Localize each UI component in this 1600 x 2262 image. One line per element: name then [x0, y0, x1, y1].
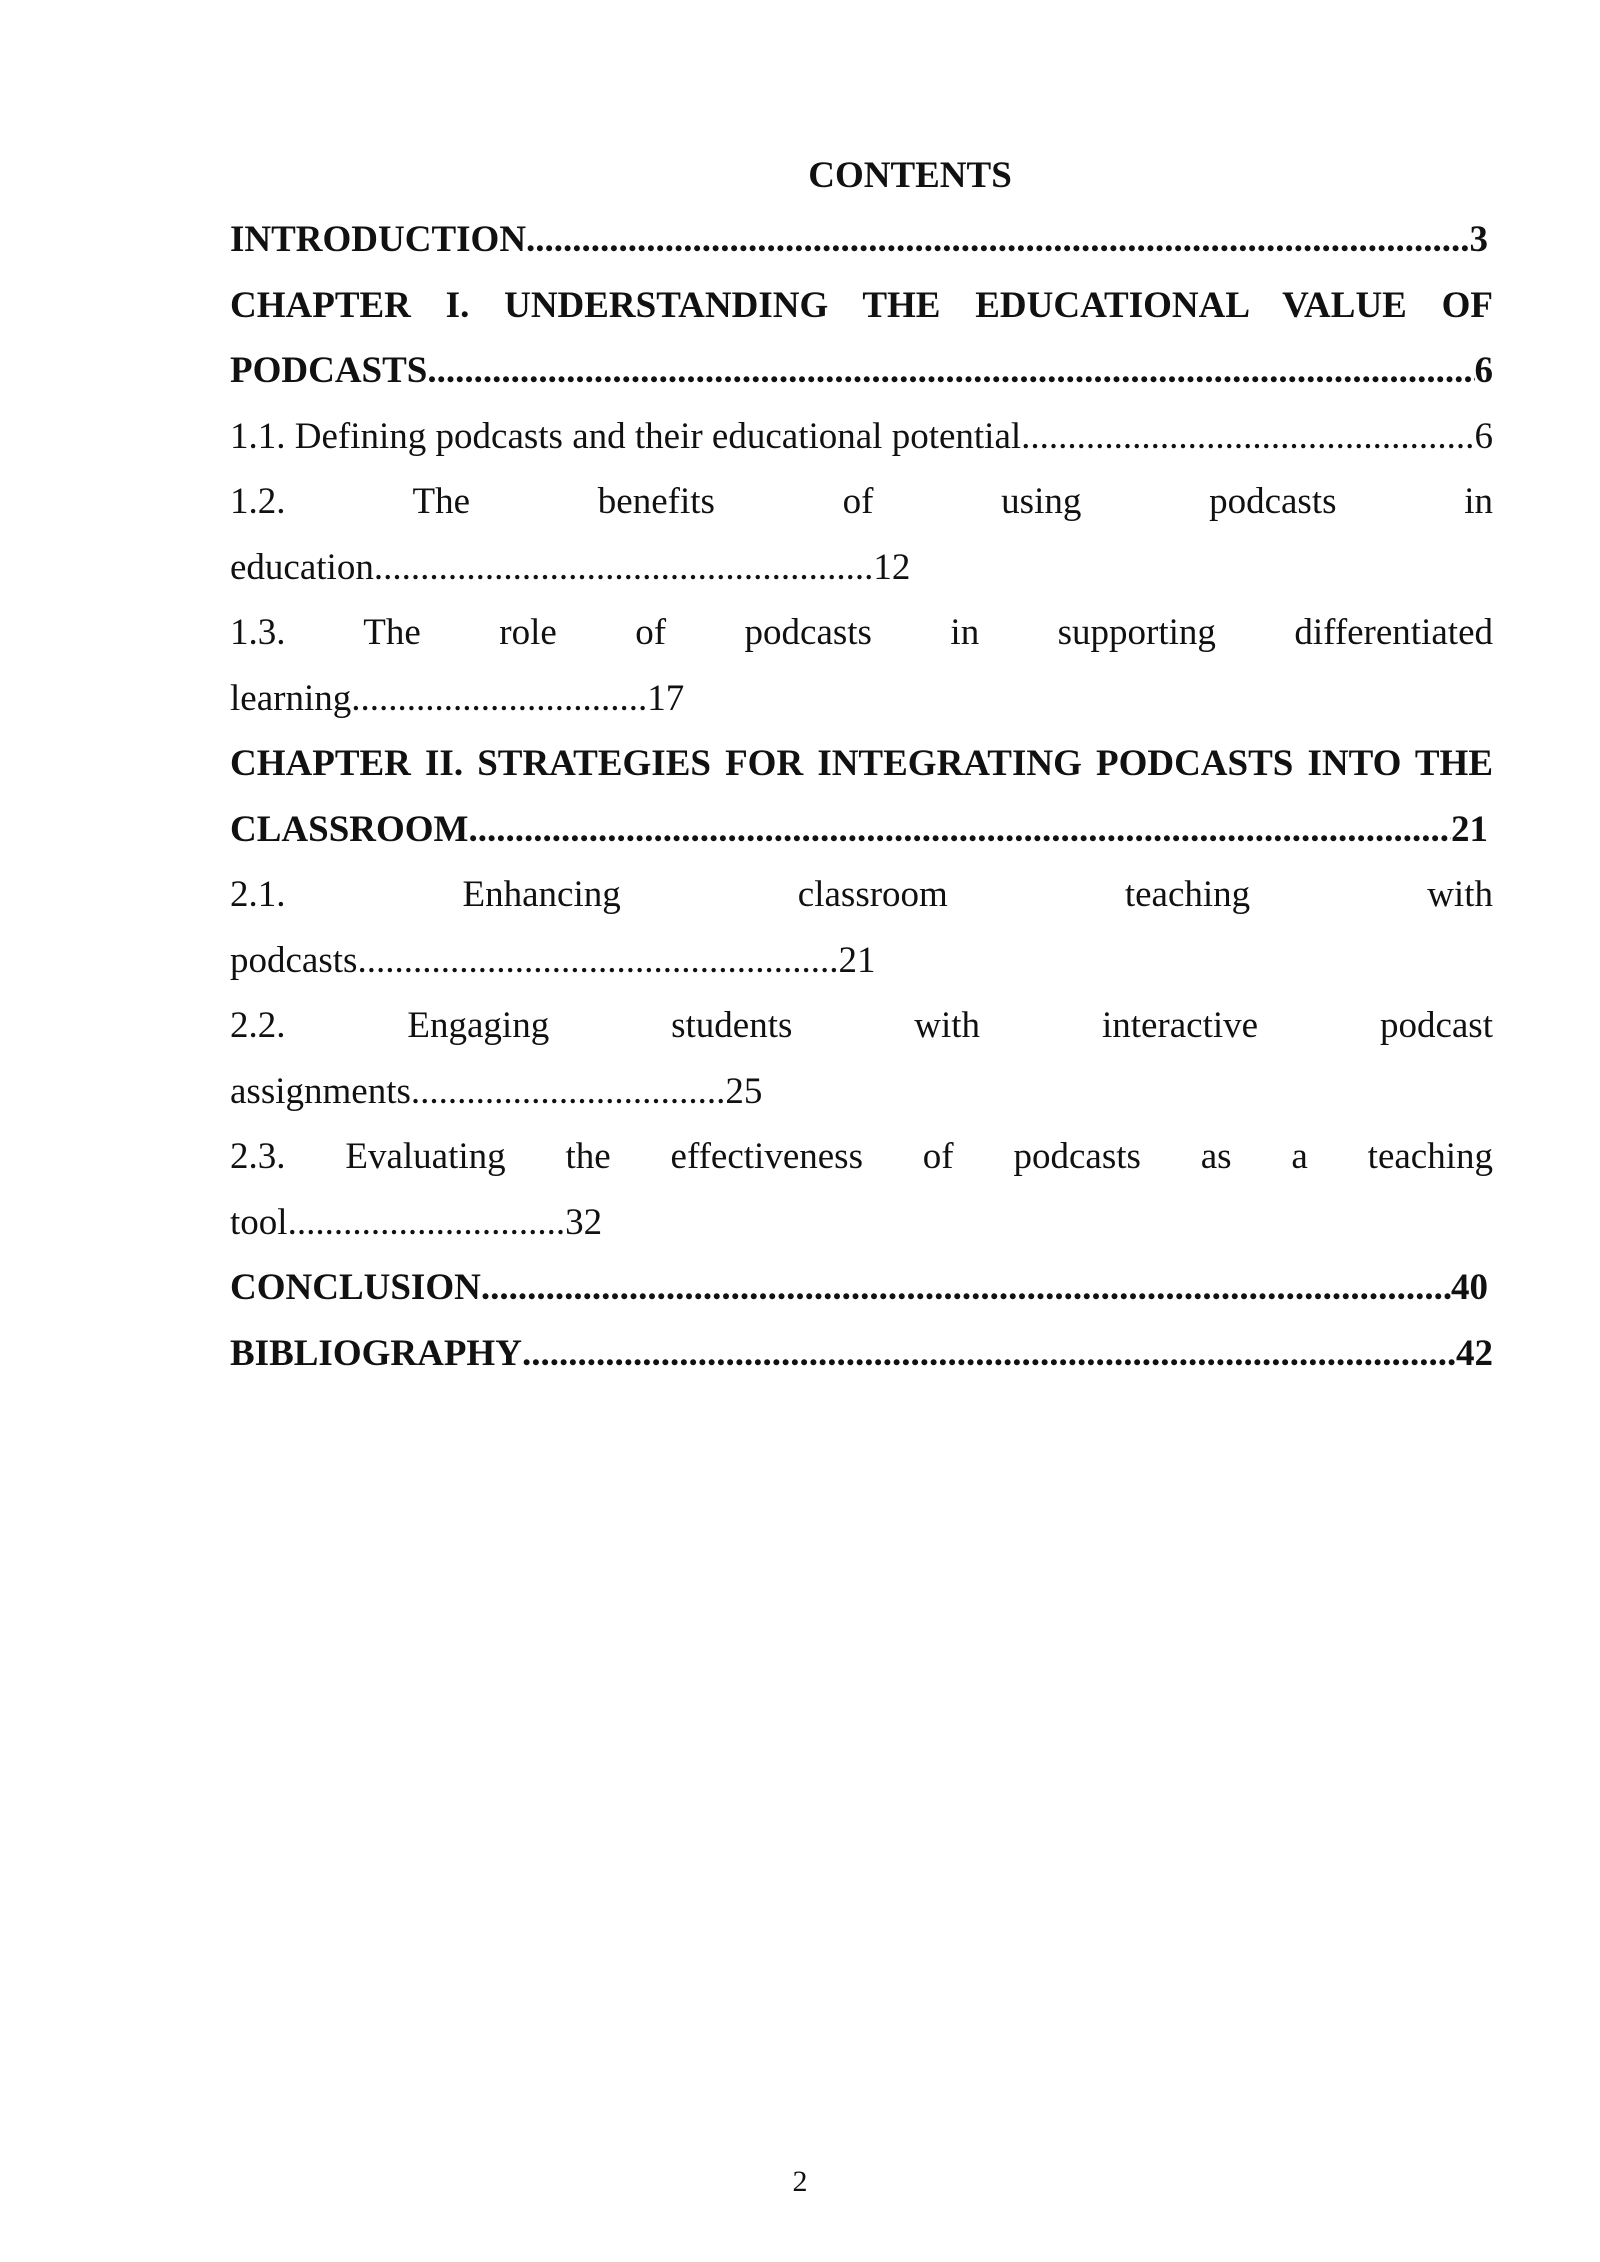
toc-entry-text-line2: education — [230, 546, 374, 588]
toc-entry-section-2-3[interactable] — [230, 1124, 1493, 1255]
toc-entry-text-line1: CHAPTER II. STRATEGIES FOR INTEGRATING PODCASTS INTO THE — [230, 743, 1493, 784]
toc-page-number: 32 — [565, 1201, 603, 1243]
toc-entry-line2 — [230, 1059, 1493, 1125]
dot-leader — [1021, 404, 1474, 470]
dot-leader: ...................................................... — [373, 546, 874, 588]
toc-entry-text-line1: 2.3. Evaluating the effectiveness of podcasts as a teaching — [230, 1136, 1493, 1177]
contents-heading-row — [0, 152, 1600, 200]
toc-page-number: 42 — [1456, 1332, 1493, 1374]
page-number: 2 — [792, 2165, 808, 2198]
toc-page-number: 21 — [1451, 808, 1488, 850]
toc-page-number: 3 — [1469, 219, 1488, 260]
toc-entry-line2 — [230, 666, 1493, 732]
toc-entry-section-2-1[interactable] — [230, 862, 1493, 993]
dot-leader: .............................. — [287, 1201, 566, 1243]
toc-entry-text-line2: learning — [230, 677, 352, 719]
toc-entry-text-line2: tool — [230, 1201, 288, 1243]
page-footer — [0, 2162, 1600, 2202]
toc-entry-introduction[interactable] — [230, 207, 1493, 273]
toc-page-number: 21 — [838, 939, 876, 981]
dot-leader: ................................ — [351, 677, 648, 719]
toc-entry-chapter-2[interactable] — [230, 731, 1493, 862]
toc-entry-section-1-3[interactable] — [230, 600, 1493, 731]
toc-entry-text: INTRODUCTION — [230, 219, 527, 260]
toc-page-number: 40 — [1451, 1267, 1488, 1308]
toc-entry-text-line2: CLASSROOM — [230, 808, 469, 850]
dot-leader — [481, 1255, 1451, 1321]
toc-entry-line2 — [230, 1190, 1493, 1256]
toc-entry-line2 — [230, 535, 1493, 601]
dot-leader — [468, 797, 1451, 863]
toc-page-number: 6 — [1474, 415, 1493, 457]
dot-leader — [522, 1321, 1456, 1387]
dot-leader — [526, 207, 1469, 273]
toc-entry-text-line2: podcasts — [230, 939, 358, 981]
toc-entry-bibliography[interactable] — [230, 1321, 1493, 1387]
toc-entry-line2 — [230, 797, 1493, 863]
toc-entry-section-1-1[interactable] — [230, 404, 1493, 470]
table-of-contents — [230, 207, 1493, 1386]
toc-entry-text: 1.1. Defining podcasts and their educational potential — [230, 415, 1022, 457]
toc-entry-text: CONCLUSION — [230, 1267, 481, 1308]
toc-entry-text: BIBLIOGRAPHY — [230, 1332, 522, 1374]
toc-page-number: 17 — [647, 677, 685, 719]
dot-leader — [427, 338, 1474, 404]
toc-page-number: 25 — [725, 1070, 763, 1112]
toc-entry-line2 — [230, 928, 1493, 994]
toc-entry-text-line1: CHAPTER I. UNDERSTANDING THE EDUCATIONAL VALUE OF — [230, 284, 1493, 326]
dot-leader: .................................................... — [357, 939, 839, 981]
toc-page-number: 6 — [1474, 350, 1493, 391]
toc-entry-text-line1: 2.1. Enhancing classroom teaching with — [230, 874, 1493, 915]
toc-entry-conclusion[interactable] — [230, 1255, 1493, 1321]
toc-entry-text-line2: PODCASTS — [230, 350, 428, 391]
toc-entry-text-line1: 1.2. The benefits of using podcasts in — [230, 481, 1493, 522]
toc-entry-text-line2: assignments — [230, 1070, 411, 1112]
toc-entry-text-line1: 2.2. Engaging students with interactive podcast — [230, 1005, 1493, 1046]
toc-entry-chapter-1[interactable] — [230, 273, 1493, 404]
toc-entry-text-line1: 1.3. The role of podcasts in supporting differentiated — [230, 612, 1493, 653]
toc-page-number: 12 — [873, 546, 911, 588]
dot-leader: .................................. — [410, 1070, 726, 1112]
toc-entry-section-2-2[interactable] — [230, 993, 1493, 1124]
toc-entry-line2 — [230, 338, 1493, 404]
contents-title: CONTENTS — [808, 155, 1012, 196]
toc-entry-section-1-2[interactable] — [230, 469, 1493, 600]
